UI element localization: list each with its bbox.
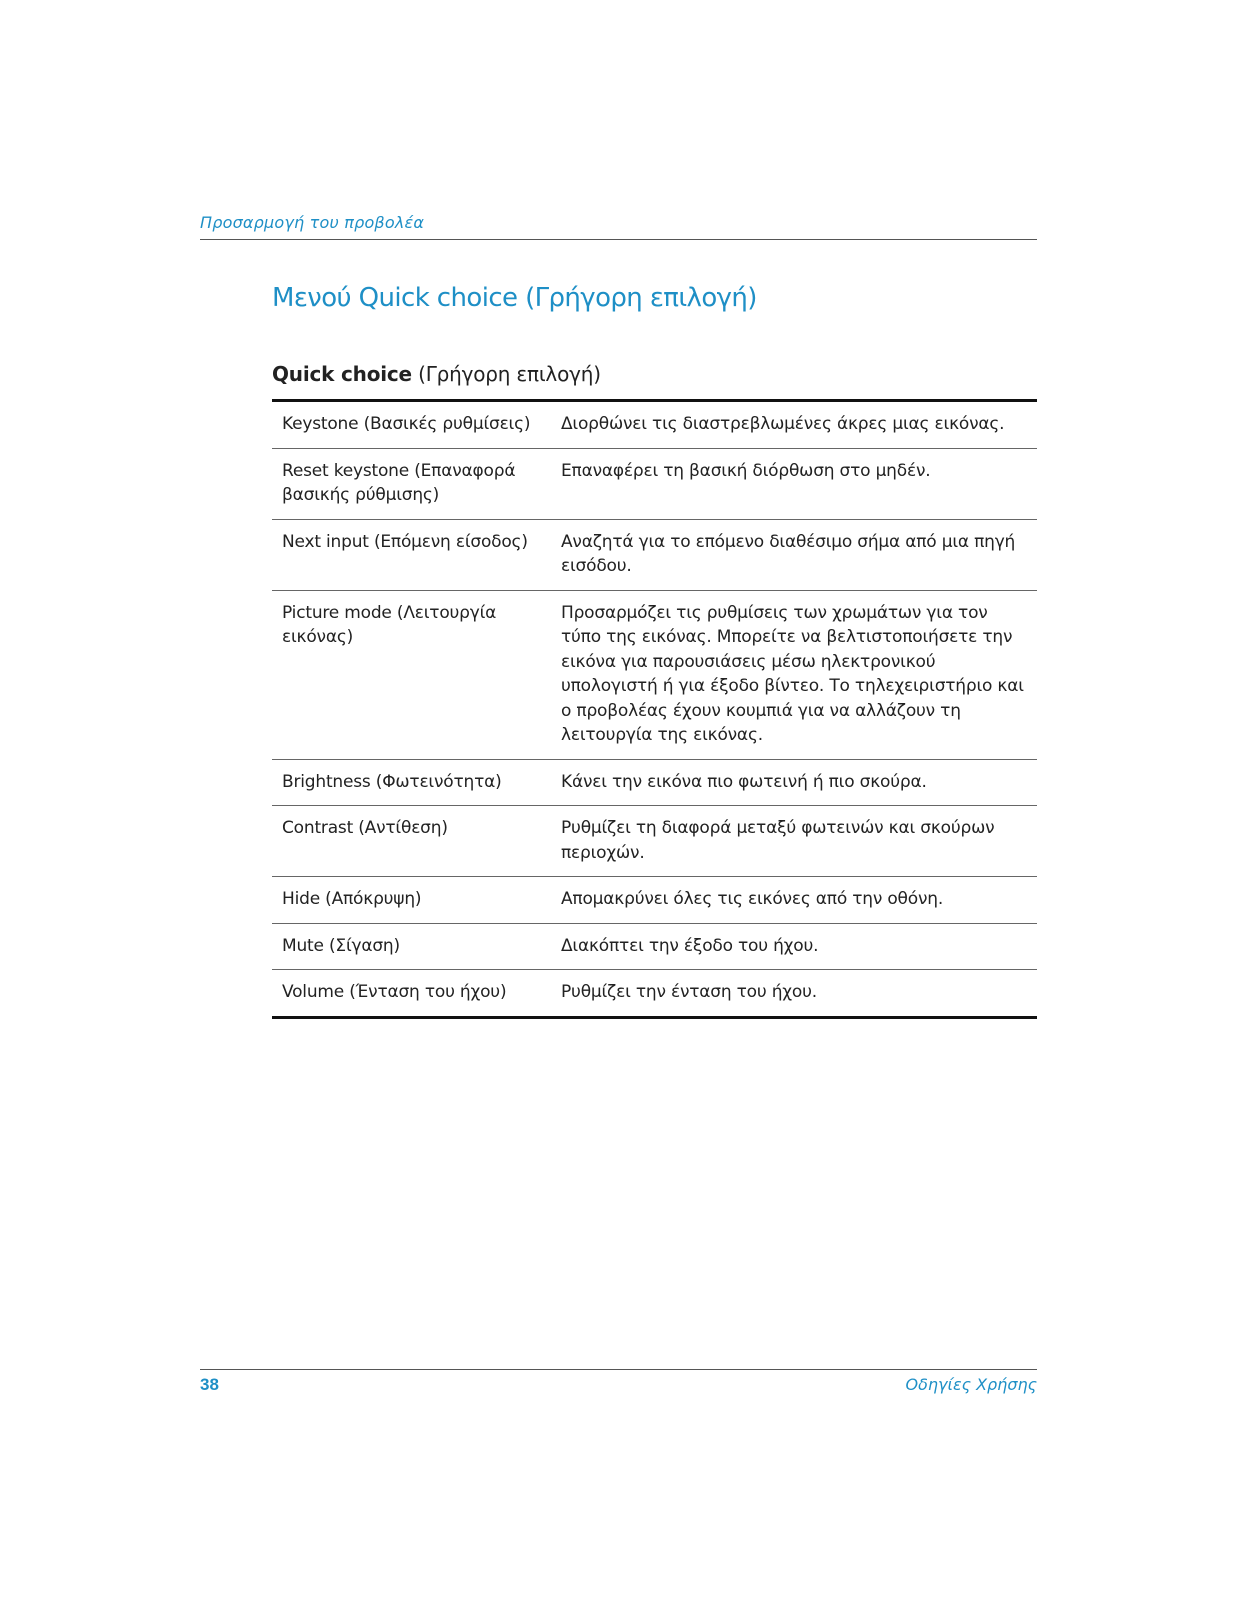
table-row bbox=[272, 520, 1037, 591]
description-cell: Αναζητά για το επόμενο διαθέσιμο σήμα από μια πηγή εισόδου. bbox=[561, 531, 1016, 576]
footer-divider bbox=[200, 1369, 1037, 1370]
table-row bbox=[272, 970, 1037, 1016]
option-cell: Contrast (Αντίθεση) bbox=[282, 818, 448, 838]
table-row bbox=[272, 402, 1037, 449]
description-cell: Επαναφέρει τη βασική διόρθωση στο μηδέν. bbox=[561, 460, 931, 481]
option-cell: Keystone (Βασικές ρυθμίσεις) bbox=[282, 414, 531, 434]
page-title: Μενού Quick choice (Γρήγορη επιλογή) bbox=[272, 283, 757, 313]
option-cell: Picture mode (Λειτουργία εικόνας) bbox=[282, 602, 497, 647]
table-row bbox=[272, 806, 1037, 877]
description-cell: Προσαρμόζει τις ρυθμίσεις των χρωμάτων για τον τύπο της εικόνας. Μπορείτε να βελτιστοποιήσετε την εικόνα για παρουσιάσεις μέσω ηλεκτρονικού υπολογιστή ή για έξοδο βίντεο. Το τηλεχειριστήριο και ο προβολέας έχουν κουμπιά για να αλλάζουν τη λειτουργία της εικόνας. bbox=[561, 602, 1024, 745]
description-cell: Ρυθμίζει τη διαφορά μεταξύ φωτεινών και σκούρων περιοχών. bbox=[561, 818, 995, 863]
table-row bbox=[272, 449, 1037, 520]
header-divider bbox=[200, 239, 1037, 240]
table-caption bbox=[272, 362, 601, 386]
option-cell: Volume (Ένταση του ήχου) bbox=[282, 982, 507, 1002]
option-cell: Next input (Επόμενη είσοδος) bbox=[282, 531, 528, 552]
table-row bbox=[272, 591, 1037, 760]
table-row bbox=[272, 760, 1037, 807]
description-cell: Κάνει την εικόνα πιο φωτεινή ή πιο σκούρα. bbox=[561, 771, 927, 792]
table-caption-bold: Quick choice bbox=[272, 362, 412, 386]
option-cell: Reset keystone (Επαναφορά βασικής ρύθμισης) bbox=[282, 460, 516, 505]
page-number: 38 bbox=[200, 1375, 219, 1394]
option-cell: Brightness (Φωτεινότητα) bbox=[282, 771, 502, 792]
quick-choice-table bbox=[272, 399, 1037, 1019]
description-cell: Διορθώνει τις διαστρεβλωμένες άκρες μιας εικόνας. bbox=[561, 414, 1005, 434]
option-cell: Mute (Σίγαση) bbox=[282, 935, 400, 956]
footer-doc-title: Οδηγίες Χρήσης bbox=[905, 1375, 1037, 1394]
description-cell: Διακόπτει την έξοδο του ήχου. bbox=[561, 935, 819, 956]
option-cell: Hide (Απόκρυψη) bbox=[282, 889, 422, 909]
table-caption-rest: (Γρήγορη επιλογή) bbox=[411, 362, 601, 386]
description-cell: Απομακρύνει όλες τις εικόνες από την οθόνη. bbox=[561, 889, 944, 909]
table-row bbox=[272, 924, 1037, 971]
running-header: Προσαρμογή του προβολέα bbox=[200, 213, 425, 232]
description-cell: Ρυθμίζει την ένταση του ήχου. bbox=[561, 982, 817, 1002]
table-row bbox=[272, 877, 1037, 924]
